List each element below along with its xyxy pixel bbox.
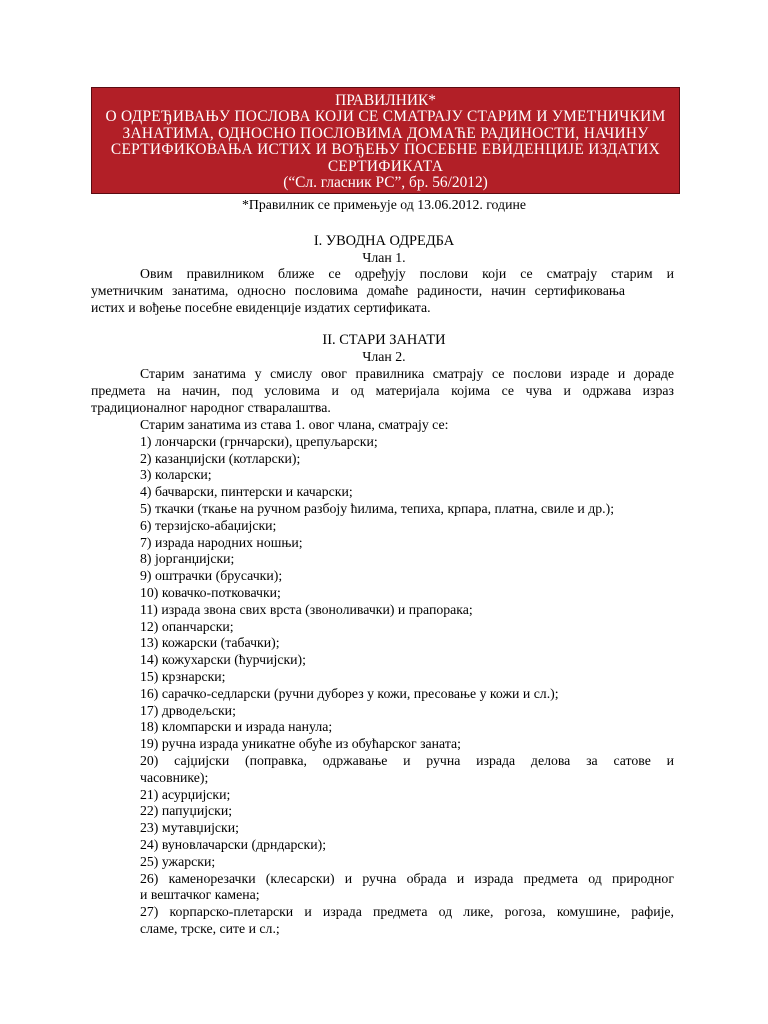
list-item: 14) кожухарски (ћурчијски); <box>140 652 306 668</box>
list-item: 22) папуџијски; <box>140 803 233 819</box>
list-item-continuation: сламе, трске, сите и сл.; <box>140 920 280 936</box>
list-item: 27) корпарско-плетарски и израда предмета од лике, рогоза, комушине, рафије, <box>140 904 674 920</box>
list-intro: Старим занатима из става 1. овог члана, сматрају се: <box>140 417 449 432</box>
list-item: 26) каменорезачки (клесарски) и ручна обрада и израда предмета од природног <box>140 870 674 886</box>
list-item: 1) лончарски (грнчарски), црепуљарски; <box>140 433 378 449</box>
list-item: 19) ручна израда уникатне обуће из обућарског заната; <box>140 736 461 752</box>
article-2-paragraph <box>91 365 674 416</box>
list-item: 24) вуновлачарски (дрндарски); <box>140 836 327 852</box>
paragraph-line: традиционалног народног стваралаштва. <box>91 400 331 415</box>
list-item: 2) казанџијски (котларски); <box>140 450 301 466</box>
list-item: 17) дрводељски; <box>140 702 236 718</box>
gazette-reference: (“Сл. гласник РС”, бр. 56/2012) <box>283 174 488 192</box>
document-type-title: ПРАВИЛНИК* <box>335 92 436 109</box>
article-1-paragraph <box>91 265 674 316</box>
list-item: 10) ковачко-потковачки; <box>140 584 281 600</box>
list-item: 4) бачварски, пинтерски и качарски; <box>140 484 353 500</box>
section-heading-1: I. УВОДНА ОДРЕДБА <box>313 233 455 249</box>
list-item: 7) израда народних ношњи; <box>140 534 303 550</box>
list-item: 16) сарачко-седларски (ручни дуборез у кожи, пресовање у кожи и сл.); <box>140 685 559 701</box>
document-title-line-2: ЗАНАТИМА, ОДНОСНО ПОСЛОВИМА ДОМАЋЕ РАДИНОСТИ, НАЧИНУ <box>122 124 649 142</box>
paragraph-line: Старим занатима у смислу овог правилника сматрају се послови израде и дораде <box>140 366 674 381</box>
old-crafts-list <box>140 417 674 938</box>
list-item: 8) јорганџијски; <box>140 551 235 567</box>
list-item: 6) терзијско-абаџијски; <box>140 517 277 533</box>
list-item-continuation: и вештачког камена; <box>140 887 260 903</box>
document-title-line-4: СЕРТИФИКАТА <box>327 157 444 175</box>
applicability-note: *Правилник се примењује од 13.06.2012. године <box>242 197 526 212</box>
document-title-line-1: О ОДРЕЂИВАЊУ ПОСЛОВА КОЈИ СЕ СМАТРАЈУ СТАРИМ И УМЕТНИЧКИМ <box>105 108 666 126</box>
list-item: 25) ужарски; <box>140 853 216 869</box>
paragraph-line: уметничким занатима, односно пословима домаће радиности, начин сертификовања <box>91 283 625 298</box>
paragraph-line: Овим правилником ближе се одређују послови који се сматрају старим и <box>140 266 674 281</box>
list-item: 18) кломпарски и израда нанула; <box>140 719 333 735</box>
list-item: 11) израда звона свих врста (звоноливачки) и прапорака; <box>140 601 473 617</box>
document-title-line-3: СЕРТИФИКОВАЊА ИСТИХ И ВОЂЕЊУ ПОСЕБНЕ ЕВИДЕНЦИЈЕ ИЗДАТИХ <box>110 141 661 159</box>
list-item: 9) оштрачки (брусачки); <box>140 568 283 584</box>
list-item: 21) асурџијски; <box>140 786 231 802</box>
list-item: 5) ткачки (ткање на ручном разбоју ћилима, тепиха, крпара, платна, свиле и др.); <box>140 500 615 516</box>
title-banner <box>91 87 680 194</box>
list-item: 23) мутавџијски; <box>140 820 239 836</box>
list-item-continuation: часовнике); <box>140 769 209 785</box>
list-item: 13) кожарски (табачки); <box>140 635 280 651</box>
list-item: 15) крзнарски; <box>140 668 226 684</box>
article-2-label: Члан 2. <box>362 349 406 364</box>
paragraph-line: истих и вођење посебне евиденције издатих сертификата. <box>91 300 431 315</box>
list-item: 12) опанчарски; <box>140 618 234 634</box>
section-heading-2: II. СТАРИ ЗАНАТИ <box>322 332 446 348</box>
list-item: 20) сајџијски (поправка, одржавање и ручна израда делова за сатове и <box>140 752 674 768</box>
list-item: 3) коларски; <box>140 467 212 483</box>
article-1-label: Члан 1. <box>362 250 406 265</box>
paragraph-line: предмета на начин, под условима и од материјала којима се чува и одржава израз <box>91 383 674 398</box>
